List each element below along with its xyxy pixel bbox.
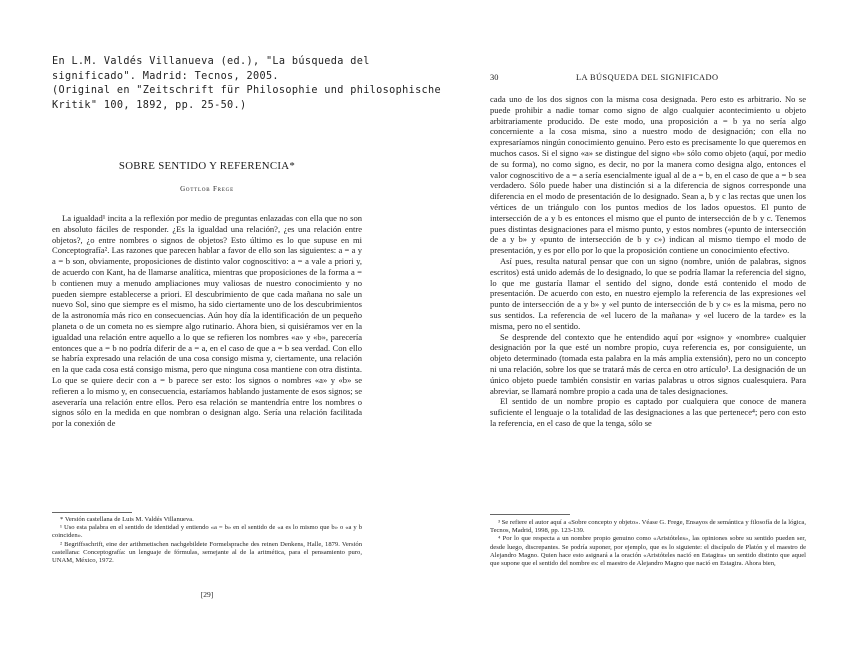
footnote: * Versión castellana de Luis M. Valdés Villanueva. (60, 516, 194, 523)
footnote: ² Begriffsschrift, eine der arithmetischen nachgebildete Formelsprache des reinen Denkens, Halle, 1879. Versión castellana: Conceptografía: un lenguaje de fórmulas, semejante al de la aritmética, para el pensamiento puro, UNAM, México, 1972. (52, 540, 362, 565)
paragraph: cada uno de los dos signos con la misma cosa designada. Pero esto es arbitrario. No se puede prohibir a nadie tomar como signo de algo cualquier acontecimiento u objeto arbitrariamente producido. De este modo, una proposición a = b ya no sería algo concerniente a la cosa misma, sino a nuestro modo de designación; con ella no expresaríamos ningún conocimiento genuino. Pero esto es precisamente lo que queremos en muchos casos. Si el signo «a» se distingue del signo «b» sólo como objeto (aquí, por medio de su forma), no como signo, es decir, no por la manera como designa algo, entonces el valor cognoscitivo de a = a sería esencialmente igual al de a = b, en el caso de que a = b sea verdadero. Sólo puede haber una distinción si a la diferencia de signos corresponde una diferencia en el modo de presentación de lo designado. Sean a, b y c las rectas que unen los vértices de un triángulo con los puntos medios de los lados opuestos. El punto de intersección de a y b es entonces el mismo que el punto de intersección de b y c. Tenemos pues distintas designaciones para el mismo punto, y estos nombres («punto de intersección de a y b» y «punto de intersección de b y c») indican al mismo tiempo el modo de presentación, y es por ello por lo que la proposición contiene un conocimiento efectivo. (490, 94, 806, 256)
paragraph: La igualdad¹ incita a la reflexión por medio de preguntas enlazadas con ella que no son en absoluto fáciles de responder. ¿Es la igualdad una relación?, ¿es una relación entre objetos?, ¿o entre nombres o signos de objetos? Esto último es lo que supuse en mi Conceptografía². Las razones que parecen hablar a favor de ello son las siguientes: a = a y a = b son, obviamente, proposiciones de distinto valor cognoscitivo: a = a vale a priori y, de acuerdo con Kant, ha de llamarse analítica, mientras que proposiciones de la forma a = b contienen muy a menudo ampliaciones muy valiosas de nuestro conocimiento y no pueden siempre establecerse a priori. El descubrimiento de que cada mañana no sale un nuevo Sol, sino que siempre es el mismo, ha sido ciertamente uno de los descubrimientos de la astronomía más rico en consecuencias. Aún hoy día la identificación de un pequeño planeta o de un cometa no es siempre algo rutinario. Ahora bien, si quisiéramos ver en la igualdad una relación entre aquello a lo que se refieren los nombres «a» y «b», parecería entonces que a = b no podría diferir de a = a, en el caso de que a = b sea verdad. Con ello se habría expresado una relación de una cosa consigo misma y, ciertamente, una relación en la que cada cosa está consigo misma, pero que ninguna cosa mantiene con otra distinta. Lo que se quiere decir con a = b parece ser esto: los signos o nombres «a» y «b» se refieren a lo mismo y, en consecuencia, estaríamos hablando justamente de esos signos; se aseveraría una relación entre ellos. Pero esa relación se mantendría entre los nombres o signos sólo en la medida en que nombran o designan algo. Sería una relación facilitada por la conexión de (52, 213, 362, 429)
paragraph: Se desprende del contexto que he entendido aquí por «signo» y «nombre» cualquier designación por la que esté un nombre propio, cuya referencia es, por consiguiente, un objeto determinado (tomada esta palabra en la más amplia extensión), pero no un concepto ni una relación, sobre los que se tratará más de cerca en otro artículo³. La designación de un único objeto puede también consistir en varias palabras u otros signos cualesquiera. Para abreviar, se llamará nombre propio a cada una de tales designaciones. (490, 331, 806, 396)
citation-line: Kritik" 100, 1892, pp. 25-50.) (52, 99, 247, 111)
footnote-rule (490, 514, 570, 515)
footnote: ³ Se refiere el autor aquí a «Sobre concepto y objeto». Véase G. Frege, Ensayos de semántica y filosofía de la lógica, Tecnos, Madrid, 1998, pp. 123-139. (490, 519, 806, 535)
left-page (52, 150, 362, 429)
right-body-text (490, 94, 806, 429)
left-body-text (52, 213, 362, 429)
article-author: Gottlob Frege (180, 185, 234, 193)
citation-line: (Original en "Zeitschrift für Philosophie und philosophische (52, 85, 442, 96)
footnote-rule (52, 512, 132, 513)
article-title: SOBRE SENTIDO Y REFERENCIA* (118, 160, 296, 172)
citation-line: En L.M. Valdés Villanueva (ed.), "La búsqueda del (52, 56, 370, 67)
paragraph: Así pues, resulta natural pensar que con un signo (nombre, unión de palabras, signos escritos) está unido además de lo designado, lo que se podría llamar la referencia del signo, lo que me gustaría llamar el sentido del signo, donde está contenido el modo de presentación. De acuerdo con esto, en nuestro ejemplo la referencia de las expresiones «el punto de intersección de a y b» y «el punto de intersección de b y c» es la misma, pero no sus sentidos. La referencia de «el lucero de la mañana» y «el lucero de la tarde» es la misma, pero no el sentido. (490, 255, 806, 331)
citation-line: significado". Madrid: Tecnos, 2005. (52, 70, 279, 82)
page-folio: [29] (200, 590, 214, 599)
running-head-title: LA BÚSQUEDA DEL SIGNIFICADO (576, 73, 719, 82)
bibliographic-citation (52, 55, 442, 113)
page-number: 30 (490, 73, 499, 82)
footnote: ¹ Uso esta palabra en el sentido de identidad y entiendo «a = b» en el sentido de «a es lo mismo que b» o «a y b coinciden». (52, 524, 362, 540)
right-footnotes (490, 519, 806, 568)
footnote: ⁴ Por lo que respecta a un nombre propio genuino como «Aristóteles», las opiniones sobre su sentido pueden ser, desde luego, discrepantes. Se podría suponer, por ejemplo, que es lo siguiente: el discípulo de Platón y el maestro de Alejandro Magno. Quien hace esto asignará a la oración «Aristóteles nació en Estagira» un sentido distinto que aquel que supone que el sentido del nombre es: el maestro de Alejandro Magno que nació en Estagira. Ahora bien, (490, 535, 806, 568)
left-footnotes (52, 516, 362, 565)
paragraph: El sentido de un nombre propio es captado por cualquiera que conoce de manera suficiente el lenguaje o la totalidad de las designaciones a las que pertenece⁴; pero con esto la referencia, en el caso de que la tenga, sólo se (490, 396, 806, 428)
